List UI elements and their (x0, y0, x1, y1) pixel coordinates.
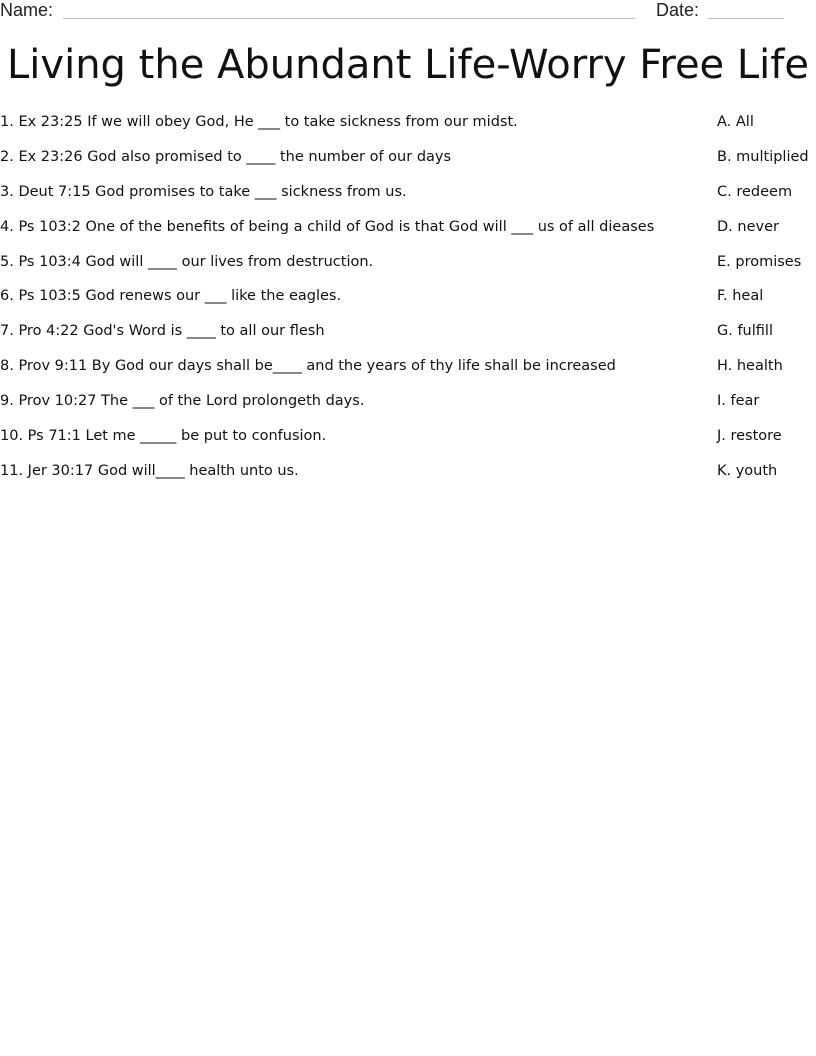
answer-item: A. All (717, 114, 754, 130)
answer-bank (717, 112, 816, 496)
question-item: 8. Prov 9:11 By God our days shall be____ and the years of thy life shall be increased (0, 358, 616, 375)
answer-item: C. redeem (717, 183, 793, 200)
question-item: 3. Deut 7:15 God promises to take ___ sickness from us. (0, 183, 407, 200)
answer-item: B. multiplied (717, 148, 809, 165)
question-list (0, 112, 700, 496)
answer-item: K. youth (717, 462, 778, 479)
answer-item: G. fulfill (717, 323, 773, 340)
name-label: Name: (0, 0, 54, 20)
answer-item: F. heal (717, 288, 764, 305)
question-item: 2. Ex 23:26 God also promised to ____ the number of our days (0, 148, 452, 165)
worksheet-title: Living the Abundant Life-Worry Free Life (7, 42, 809, 88)
question-item: 4. Ps 103:2 One of the benefits of being a child of God is that God will ___ us of all dieases (0, 218, 655, 235)
question-item: 6. Ps 103:5 God renews our ___ like the eagles. (0, 288, 342, 305)
answer-item: I. fear (717, 393, 760, 410)
name-blank-line (63, 18, 635, 19)
question-item: 10. Ps 71:1 Let me _____ be put to confusion. (0, 428, 327, 445)
question-item: 1. Ex 23:25 If we will obey God, He ___ to take sickness from our midst. (0, 114, 518, 130)
question-item: 5. Ps 103:4 God will ____ our lives from destruction. (0, 253, 374, 270)
question-item: 9. Prov 10:27 The ___ of the Lord prolongeth days. (0, 393, 365, 410)
answer-item: D. never (717, 218, 779, 235)
question-item: 11. Jer 30:17 God will____ health unto us. (0, 462, 299, 479)
answer-item: H. health (717, 358, 783, 375)
date-blank-line (708, 18, 784, 19)
answer-item: E. promises (717, 253, 802, 270)
date-label: Date: (656, 0, 700, 20)
worksheet-header (0, 0, 816, 24)
question-item: 7. Pro 4:22 God's Word is ____ to all our flesh (0, 323, 325, 340)
answer-item: J. restore (717, 428, 782, 445)
